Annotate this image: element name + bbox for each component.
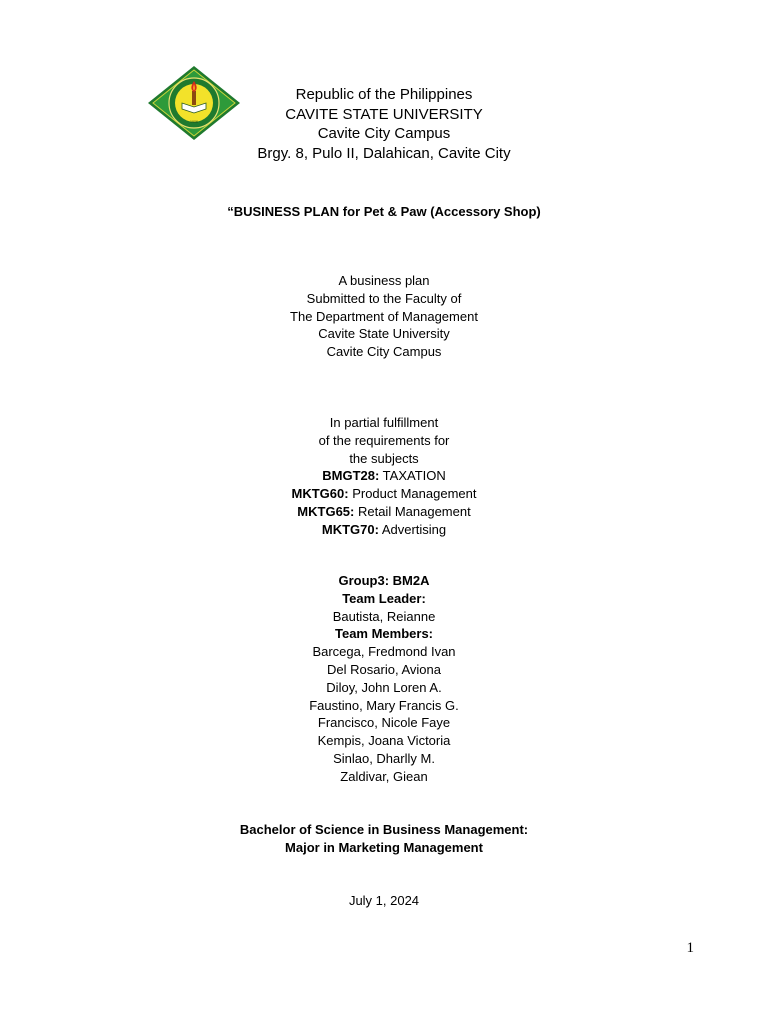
campus-name: Cavite City Campus [317,125,451,142]
subject-code: MKTG65: [297,503,355,519]
date-text: July 1, 2024 [348,893,420,908]
subject-line [0,521,768,539]
submission-date [0,892,768,910]
subject-name: Product Management [348,486,477,502]
subject-code: BMGT28: [322,468,380,484]
degree-major: Major in Marketing Management [285,839,483,855]
degree-line: Bachelor of Science in Business Management: [239,822,529,837]
submission-line: Cavite State University [318,326,450,342]
subject-name: Advertising [378,521,447,537]
campus-address: Brgy. 8, Pulo II, Dalahican, Cavite City [257,144,511,162]
team-leader-name: Bautista, Reianne [332,608,436,624]
subject-code: MKTG60: [291,486,349,502]
svg-text:1906: 1906 [190,120,198,124]
submission-line: Cavite City Campus [326,344,442,360]
university-name: CAVITE STATE UNIVERSITY [285,105,483,123]
team-member: Barcega, Fredmond Ivan [312,644,456,660]
submission-statement [0,272,768,361]
team-member: Francisco, Nicole Faye [317,715,451,731]
group-section [0,572,768,786]
team-member: Del Rosario, Aviona [327,661,441,677]
subject-name: Retail Management [354,503,471,519]
team-member: Zaldivar, Giean [340,768,428,784]
fulfillment-line: of the requirements for [318,432,450,448]
submission-line: The Department of Management [290,308,478,324]
group-name: Group3: BM2A [338,573,430,588]
subject-line [0,467,768,485]
page-number: 1 [686,940,694,956]
fulfillment-line: the subjects [349,450,419,466]
team-member: Faustino, Mary Francis G. [309,697,459,713]
document-title: “BUSINESS PLAN for Pet & Paw (Accessory Shop) [227,204,541,219]
team-member: Diloy, John Loren A. [326,679,442,695]
country-line: Republic of the Philippines [295,86,473,103]
fulfillment-statement [0,414,768,539]
submission-line: A business plan [338,273,430,288]
submission-line: Submitted to the Faculty of [306,290,462,306]
institution-header [0,85,768,163]
degree-program [0,821,768,857]
subject-name: TAXATION [379,468,446,484]
subject-line [0,503,768,521]
subject-code: MKTG70: [321,521,379,537]
subject-line [0,485,768,503]
team-member: Sinlao, Dharlly M. [333,750,435,766]
fulfillment-line: In partial fulfillment [329,415,439,430]
team-members-label: Team Members: [334,626,433,642]
team-member: Kempis, Joana Victoria [317,733,451,749]
team-leader-label: Team Leader: [342,590,426,606]
